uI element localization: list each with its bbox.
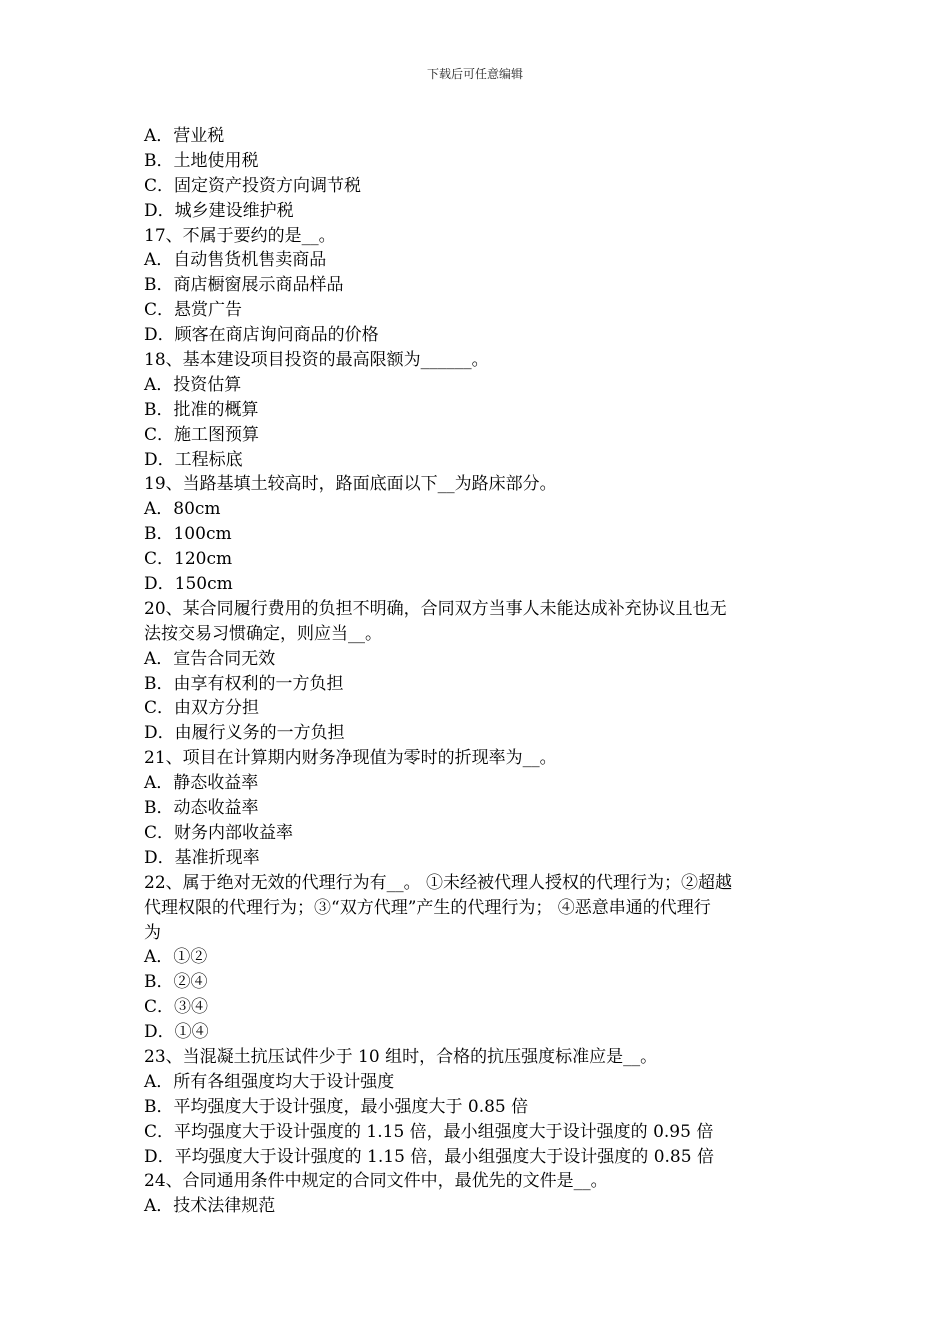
option-b-q22: B．②④ bbox=[144, 972, 208, 993]
option-a-q22: A．①② bbox=[144, 947, 208, 968]
option-a-q19: A．80cm bbox=[144, 499, 221, 520]
option-b-q21: B．动态收益率 bbox=[144, 798, 259, 819]
option-c-q20: C．由双方分担 bbox=[144, 698, 260, 719]
option-d-q20: D．由履行义务的一方负担 bbox=[144, 723, 345, 744]
option-d-q16: D．城乡建设维护税 bbox=[144, 200, 294, 221]
option-c-q23: C．平均强度大于设计强度的 1.15 倍，最小组强度大于设计强度的 0.95 倍 bbox=[144, 1121, 714, 1142]
option-b-q23: B．平均强度大于设计强度，最小强度大于 0.85 倍 bbox=[144, 1096, 529, 1117]
option-b-q19: B．100cm bbox=[144, 524, 232, 545]
option-d-q19: D．150cm bbox=[144, 574, 233, 595]
option-a-q24: A．技术法律规范 bbox=[144, 1196, 276, 1217]
question-23: 23、当混凝土抗压试件少于 10 组时，合格的抗压强度标准应是__。 bbox=[144, 1046, 658, 1067]
option-c-q18: C．施工图预算 bbox=[144, 424, 260, 445]
question-21: 21、项目在计算期内财务净现值为零时的折现率为__。 bbox=[144, 748, 557, 769]
option-b-q17: B．商店橱窗展示商品样品 bbox=[144, 275, 344, 296]
option-a-q18: A．投资估算 bbox=[144, 374, 242, 395]
option-d-q21: D．基准折现率 bbox=[144, 847, 260, 868]
option-b-q18: B．批准的概算 bbox=[144, 399, 259, 420]
question-22-line-3: 为 bbox=[144, 922, 161, 943]
option-b-q20: B．由享有权利的一方负担 bbox=[144, 673, 344, 694]
question-22-line-1: 22、属于绝对无效的代理行为有__。 ①未经被代理人授权的代理行为；②超越 bbox=[144, 872, 733, 893]
option-a-q20: A．宣告合同无效 bbox=[144, 648, 276, 669]
option-d-q22: D．①④ bbox=[144, 1022, 209, 1043]
option-b-q16: B．土地使用税 bbox=[144, 150, 259, 171]
page-header: 下载后可任意编辑 bbox=[426, 67, 523, 81]
option-a-q16: A．营业税 bbox=[144, 126, 225, 146]
option-a-q23: A．所有各组强度均大于设计强度 bbox=[144, 1071, 395, 1092]
question-17: 17、不属于要约的是__。 bbox=[144, 225, 336, 246]
option-d-q23: D．平均强度大于设计强度的 1.15 倍，最小组强度大于设计强度的 0.85 倍 bbox=[144, 1146, 714, 1167]
question-20-line-2: 法按交易习惯确定，则应当__。 bbox=[144, 623, 382, 644]
question-18: 18、基本建设项目投资的最高限额为______。 bbox=[144, 350, 489, 371]
option-c-q21: C．财务内部收益率 bbox=[144, 822, 294, 843]
option-d-q17: D．顾客在商店询问商品的价格 bbox=[144, 325, 379, 346]
option-c-q17: C．悬赏广告 bbox=[144, 300, 243, 321]
option-c-q16: C．固定资产投资方向调节税 bbox=[144, 175, 362, 196]
option-d-q18: D．工程标底 bbox=[144, 449, 243, 470]
question-24: 24、合同通用条件中规定的合同文件中，最优先的文件是__。 bbox=[144, 1171, 608, 1192]
option-a-q17: A．自动售货机售卖商品 bbox=[144, 250, 327, 271]
option-c-q19: C．120cm bbox=[144, 549, 233, 570]
question-20-line-1: 20、某合同履行费用的负担不明确，合同双方当事人未能达成补充协议且也无 bbox=[144, 598, 727, 619]
question-19: 19、当路基填土较高时，路面底面以下__为路床部分。 bbox=[144, 474, 557, 495]
option-a-q21: A．静态收益率 bbox=[144, 773, 259, 794]
document-body bbox=[144, 124, 808, 1219]
option-c-q22: C．③④ bbox=[144, 997, 209, 1018]
question-22-line-2: 代理权限的代理行为；③“双方代理”产生的代理行为； ④恶意串通的代理行 bbox=[144, 897, 711, 918]
